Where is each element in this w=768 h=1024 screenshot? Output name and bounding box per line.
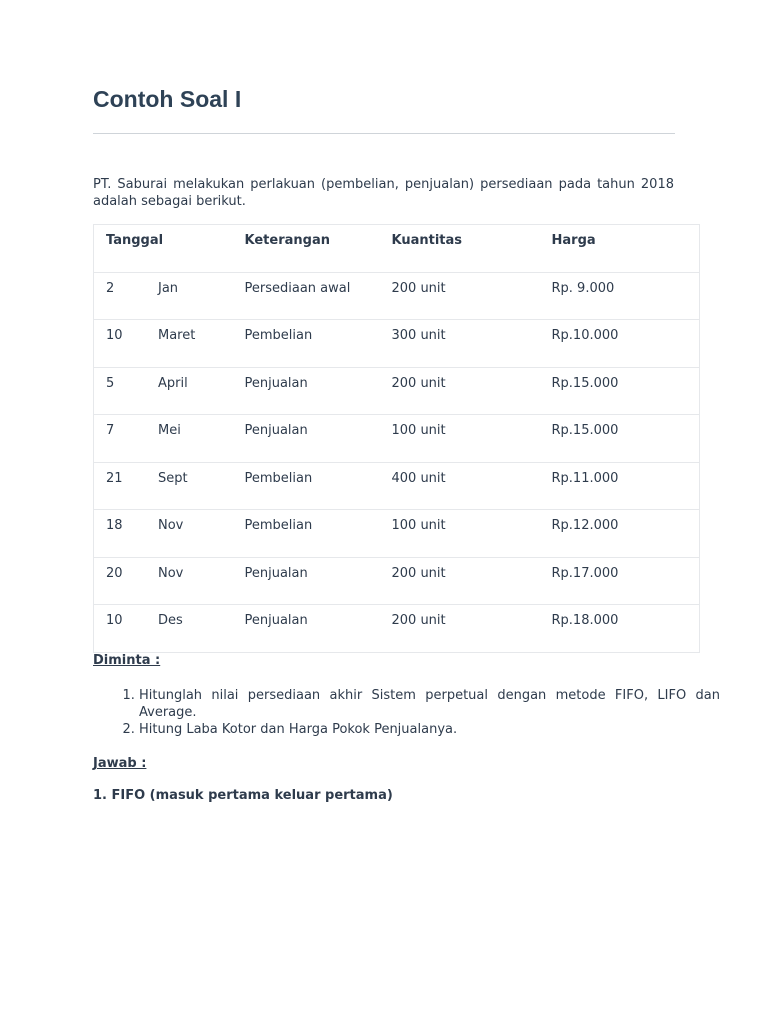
cell-keterangan: Penjualan: [233, 605, 380, 653]
table-row: [94, 320, 700, 368]
inventory-table: [93, 224, 700, 653]
intro-paragraph: PT. Saburai melakukan perlakuan (pembelian, penjualan) persediaan pada tahun 2018 adalah sebagai berikut.: [93, 177, 674, 209]
cell-kuantitas: 200 unit: [380, 272, 540, 320]
table-header-row: [94, 225, 700, 273]
cell-day: 10: [106, 613, 123, 628]
table-row: [94, 367, 700, 415]
cell-month: Sept: [158, 470, 188, 486]
cell-harga: Rp.18.000: [540, 605, 700, 653]
cell-kuantitas: 200 unit: [380, 367, 540, 415]
diminta-label: Diminta :: [93, 653, 161, 668]
cell-kuantitas: 100 unit: [380, 415, 540, 463]
cell-tanggal: [94, 510, 233, 558]
cell-day: 20: [106, 565, 123, 581]
table-row: [94, 557, 700, 605]
table-row: [94, 510, 700, 558]
cell-harga: Rp. 9.000: [540, 272, 700, 320]
cell-kuantitas: 200 unit: [380, 557, 540, 605]
cell-tanggal: [94, 462, 233, 510]
table-row: [94, 462, 700, 510]
cell-kuantitas: 400 unit: [380, 462, 540, 510]
cell-day: 2: [106, 280, 115, 296]
cell-month: Jan: [158, 280, 179, 296]
cell-tanggal: [94, 605, 233, 653]
cell-month: Des: [158, 613, 183, 628]
cell-month: Nov: [158, 565, 184, 581]
cell-kuantitas: 300 unit: [380, 320, 540, 368]
cell-harga: Rp.15.000: [540, 415, 700, 463]
table-row: [94, 272, 700, 320]
header-kuantitas: Kuantitas: [380, 225, 540, 273]
table-row: [94, 415, 700, 463]
fifo-heading: 1. FIFO (masuk pertama keluar pertama): [93, 788, 393, 803]
cell-day: 21: [106, 470, 123, 486]
header-harga: Harga: [540, 225, 700, 273]
cell-keterangan: Pembelian: [233, 462, 380, 510]
jawab-label: Jawab :: [93, 756, 147, 771]
cell-tanggal: [94, 557, 233, 605]
cell-tanggal: [94, 320, 233, 368]
cell-tanggal: [94, 367, 233, 415]
cell-month: April: [158, 375, 188, 391]
cell-day: 5: [106, 375, 115, 391]
title-divider: [93, 133, 675, 134]
table-row: [94, 605, 700, 653]
cell-day: 7: [106, 423, 115, 438]
cell-day: 10: [106, 328, 123, 343]
cell-tanggal: [94, 272, 233, 320]
cell-keterangan: Penjualan: [233, 557, 380, 605]
cell-harga: Rp.15.000: [540, 367, 700, 415]
task-item: 2. Hitung Laba Kotor dan Harga Pokok Penjualanya.: [139, 721, 720, 738]
cell-keterangan: Pembelian: [233, 320, 380, 368]
cell-harga: Rp.17.000: [540, 557, 700, 605]
cell-month: Mei: [158, 423, 181, 438]
cell-month: Nov: [158, 518, 184, 533]
cell-keterangan: Persediaan awal: [233, 272, 380, 320]
cell-keterangan: Pembelian: [233, 510, 380, 558]
cell-kuantitas: 200 unit: [380, 605, 540, 653]
page-title: Contoh Soal I: [93, 86, 242, 112]
cell-kuantitas: 100 unit: [380, 510, 540, 558]
cell-month: Maret: [158, 328, 196, 343]
cell-harga: Rp.10.000: [540, 320, 700, 368]
cell-keterangan: Penjualan: [233, 367, 380, 415]
cell-harga: Rp.12.000: [540, 510, 700, 558]
task-item: 1. Hitunglah nilai persediaan akhir Sistem perpetual dengan metode FIFO, LIFO dan Average.: [139, 687, 720, 721]
cell-tanggal: [94, 415, 233, 463]
cell-day: 18: [106, 518, 123, 533]
cell-keterangan: Penjualan: [233, 415, 380, 463]
cell-harga: Rp.11.000: [540, 462, 700, 510]
header-tanggal: Tanggal: [94, 225, 233, 273]
header-keterangan: Keterangan: [233, 225, 380, 273]
task-list: [93, 687, 720, 738]
